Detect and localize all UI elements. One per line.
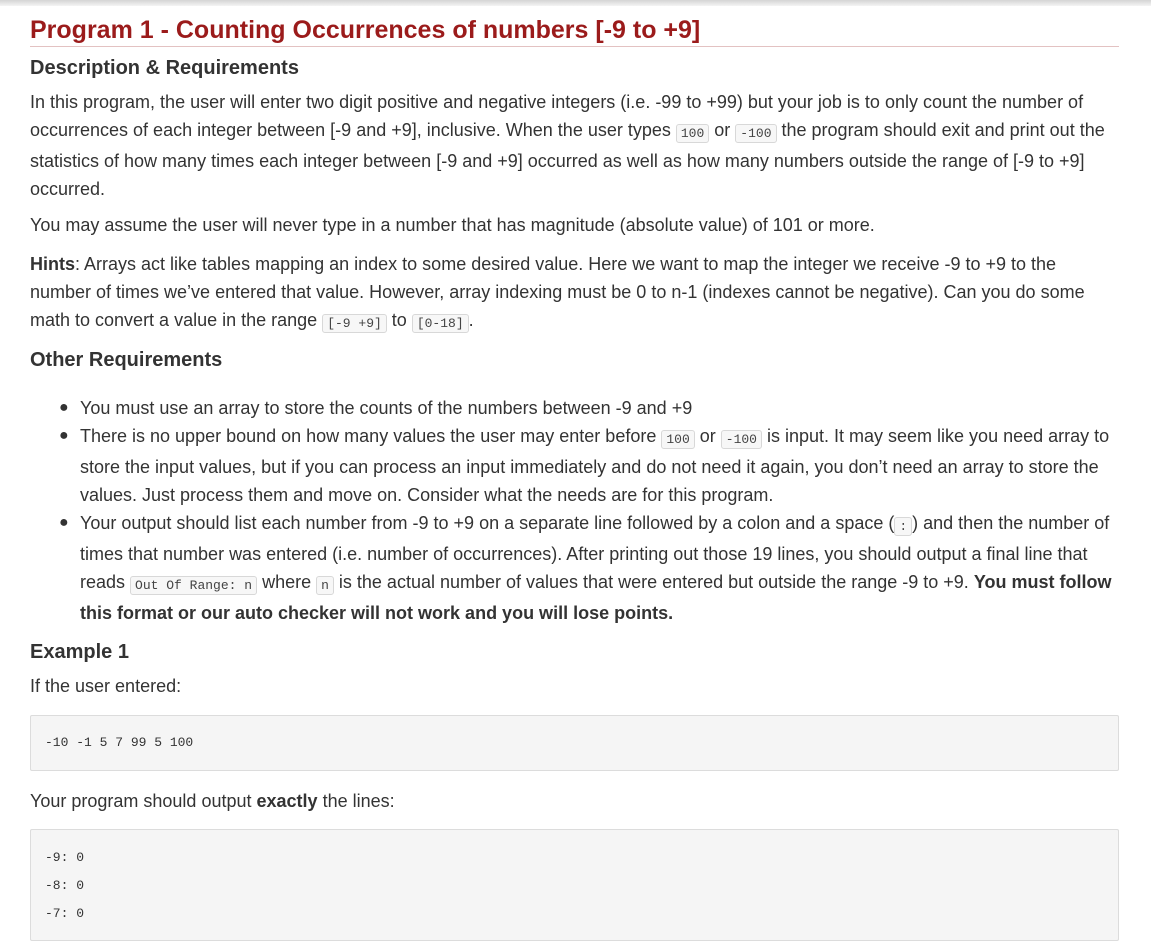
example-intro: If the user entered: xyxy=(30,676,182,696)
code-range-input: [-9 +9] xyxy=(322,314,387,333)
output-intro-text-2: the lines: xyxy=(317,791,395,811)
description-heading: Description & Requirements xyxy=(30,57,299,79)
hints-text-1: : Arrays act like tables mapping an index to some desired value. Here we want to map the integer we receive -9 to +9 to the number of times we’ve entered that value. However, array indexing must be 0 to n-1 (indexes cannot be negative). Can you do some math to convert a value in the range xyxy=(30,254,1085,330)
code-100: 100 xyxy=(661,430,694,449)
bullet-2-text-1: There is no upper bound on how many values the user may enter before xyxy=(80,426,662,446)
hints-paragraph xyxy=(30,250,1119,337)
code-range-index: [0-18] xyxy=(412,314,469,333)
bullet-icon: ● xyxy=(59,427,69,444)
code-minus-100: -100 xyxy=(735,124,776,143)
output-line: -8: 0 xyxy=(45,878,85,893)
requirements-list xyxy=(30,394,1119,627)
assumption-paragraph: You may assume the user will never type in a number that has magnitude (absolute value) of 101 or more. xyxy=(30,215,875,235)
bullet-3-text-3: where xyxy=(257,572,317,592)
page-title: Program 1 - Counting Occurrences of numbers [-9 to +9] xyxy=(30,14,1119,47)
description-paragraph xyxy=(30,88,1119,203)
code-n: n xyxy=(316,576,334,595)
top-shadow-bar xyxy=(0,0,1151,6)
para1-text-2: or xyxy=(709,120,736,140)
hints-text-3: . xyxy=(468,310,474,330)
other-requirements-heading: Other Requirements xyxy=(30,349,223,371)
output-intro xyxy=(30,787,1119,815)
para1-text-3: the program should exit and print out the statistics of how many times each integer between [-9 and +9] occurred as well as how many numbers outside the range of [-9 to +9] occurred. xyxy=(30,120,1105,199)
code-colon: : xyxy=(894,517,912,536)
example-heading: Example 1 xyxy=(30,641,129,663)
example-output-block xyxy=(30,829,1119,941)
bullet-3-bold-warning: You must follow this format or our auto checker will not work and you will lose points. xyxy=(80,572,1112,623)
list-item xyxy=(30,422,1119,509)
output-intro-text-1: Your program should output xyxy=(30,791,257,811)
example-output-code xyxy=(31,830,1118,928)
output-intro-bold: exactly xyxy=(256,791,318,811)
bullet-1-text: You must use an array to store the counts of the numbers between -9 and +9 xyxy=(80,398,693,418)
bullet-icon: ● xyxy=(59,514,69,531)
bullet-2-text-3: is input. It may seem like you need array to store the input values, but if you can process an input immediately and do not need it again, you don’t need an array to store the values. Just process them and move on. Consider what the needs are for this program. xyxy=(80,426,1110,505)
example-input-block xyxy=(30,715,1119,771)
output-line: -7: 0 xyxy=(45,906,85,921)
bullet-3-text-1: Your output should list each number from -9 to +9 on a separate line followed by a colon and a space ( xyxy=(80,513,895,533)
example-input-code: -10 -1 5 7 99 5 100 xyxy=(45,735,194,750)
output-line: -9: 0 xyxy=(45,850,85,865)
bullet-icon: ● xyxy=(59,399,69,416)
bullet-3-text-4: is the actual number of values that were entered but outside the range -9 to +9. xyxy=(333,572,974,592)
hints-label: Hints xyxy=(30,254,75,274)
para1-text-1: In this program, the user will enter two digit positive and negative integers (i.e. -99 to +99) but your job is to only count the number of occurrences of each integer between [-9 and +9], inclusive. When the user types xyxy=(30,92,1084,140)
list-item xyxy=(30,394,1119,422)
list-item xyxy=(30,509,1119,627)
bullet-3-text-2: ) and then the number of times that number was entered (i.e. number of occurrences). After printing out those 19 lines, you should output a final line that reads xyxy=(80,513,1110,592)
code-minus-100: -100 xyxy=(721,430,762,449)
bullet-2-text-2: or xyxy=(694,426,721,446)
code-100: 100 xyxy=(676,124,709,143)
code-out-of-range: Out Of Range: n xyxy=(130,576,257,595)
hints-text-2: to xyxy=(386,310,412,330)
